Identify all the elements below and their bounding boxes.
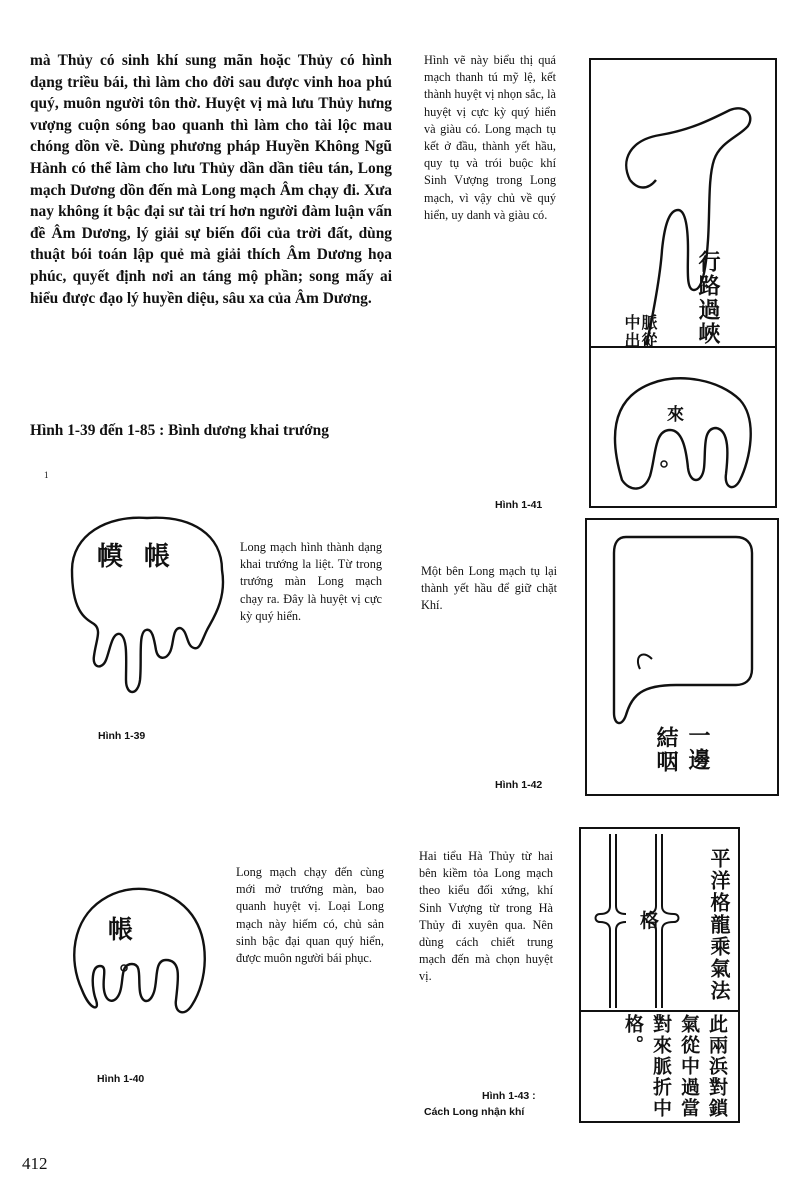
figure-1-39-caption: Hình 1-39 — [98, 730, 146, 742]
figure-1-41-glyph-col2: 脈從 — [639, 314, 658, 350]
figure-1-41-glyph-col1: 行路過峽 — [695, 250, 720, 346]
figure-1-43-glyph-b2: 氣從中過當 — [678, 1014, 700, 1119]
figure-1-43-caption-subtitle: Cách Long nhận khí — [424, 1106, 525, 1118]
figure-1-39-glyphs: 幙 帳 — [97, 542, 177, 572]
page-number: 412 — [22, 1154, 48, 1173]
figure-1-41-description: Hình vẽ này biểu thị quá mạch thanh tú mỹ lệ, kết thành huyệt vị nhọn sắc, là huyệt vị cực kỳ quý hiển và giàu có. Long mạch tụ kết ở đầu, thành yết hầu, quy tụ và trói buộc khí Sinh Vượng trong Long mạch, vì vậy chủ về quý hiển, uy danh và giàu có. — [424, 53, 556, 222]
figure-1-42-description: Một bên Long mạch tụ lại thành yết hầu để giữ chặt Khí. — [421, 564, 557, 613]
figure-1-43-divider — [580, 1010, 739, 1012]
figure-1-41-glyph-bottom: 來 — [667, 405, 684, 425]
figure-1-40-caption: Hình 1-40 — [97, 1073, 145, 1085]
figure-1-41-drawing — [590, 60, 776, 506]
figure-1-43-glyph-b3: 對來脈折中 — [650, 1014, 672, 1119]
section-heading: Hình 1-39 đến 1-85 : Bình dương khai trướng — [30, 422, 329, 439]
figure-1-43-caption: Hình 1-43 : — [482, 1090, 536, 1102]
figure-1-42-glyph-col1: 一邊 — [685, 724, 710, 772]
figure-1-40-drawing — [62, 880, 212, 1040]
figure-1-43-glyph-top: 平洋格龍乘氣法 — [707, 848, 731, 1002]
figure-1-42-glyph-col2: 結咽 — [653, 726, 678, 774]
figure-1-42-caption: Hình 1-42 — [495, 779, 543, 791]
figure-1-41-glyph-col3: 中出 — [622, 314, 641, 350]
figure-1-40-glyphs: 帳 — [108, 915, 134, 944]
figure-1-41-caption: Hình 1-41 — [495, 499, 543, 511]
figure-1-39-description: Long mạch hình thành dạng khai trướng la liệt. Từ trong trướng màn Long mạch chạy ra. Đây là huyệt vị cực kỳ quý hiển. — [240, 540, 382, 623]
figure-1-40-description: Long mạch chạy đến cùng mới mở trướng màn, bao quanh huyệt vị. Loại Long mạch này hiếm có, chủ sản sinh bậc đại quan quý hiển, được muôn người bái phục. — [236, 865, 384, 966]
figure-1-43-glyph-b1: 此兩浜對鎖 — [706, 1014, 728, 1119]
figure-1-43-description: Hai tiểu Hà Thủy từ hai bên kiềm tỏa Long mạch theo kiểu đối xứng, khí Sinh Vượng từ trong Hà Thủy đi xuyên qua. Nên dùng cách chiết trung mạch đến mà chọn huyệt vị. — [419, 849, 553, 984]
figure-1-43-glyph-b4: 格。 — [622, 1014, 644, 1056]
body-paragraph: mà Thủy có sinh khí sung mãn hoặc Thủy có hình dạng triều bái, thì làm cho đời sau được vinh hoa phú quý, muôn người tôn thờ. Huyệt vị mà lưu Thủy hưng vượng cuộn sóng bao quanh thì làm cho tài lộc mau chóng dồn về. Dùng phương pháp Huyền Không Ngũ Hành có thể làm cho lưu Thủy dần dần tiêu tán, Long mạch Dương dồn đến mà Long mạch Âm chạy đi. Xưa nay không ít bậc đại sư tài trí hơn người đàm luận vấn đề Âm Dương, lý giải sự biến đổi của trời đất, dùng thuật bói toán lập quẻ mà giải thích Âm Dương họa phúc, quyết định nơi an táng mộ phần; song mấy ai hiểu được đạo lý huyền diệu, sâu xa của Âm Dương. — [30, 52, 392, 307]
figure-1-43-glyph-center: 格 — [640, 910, 660, 932]
stray-mark: 1 — [44, 470, 49, 480]
